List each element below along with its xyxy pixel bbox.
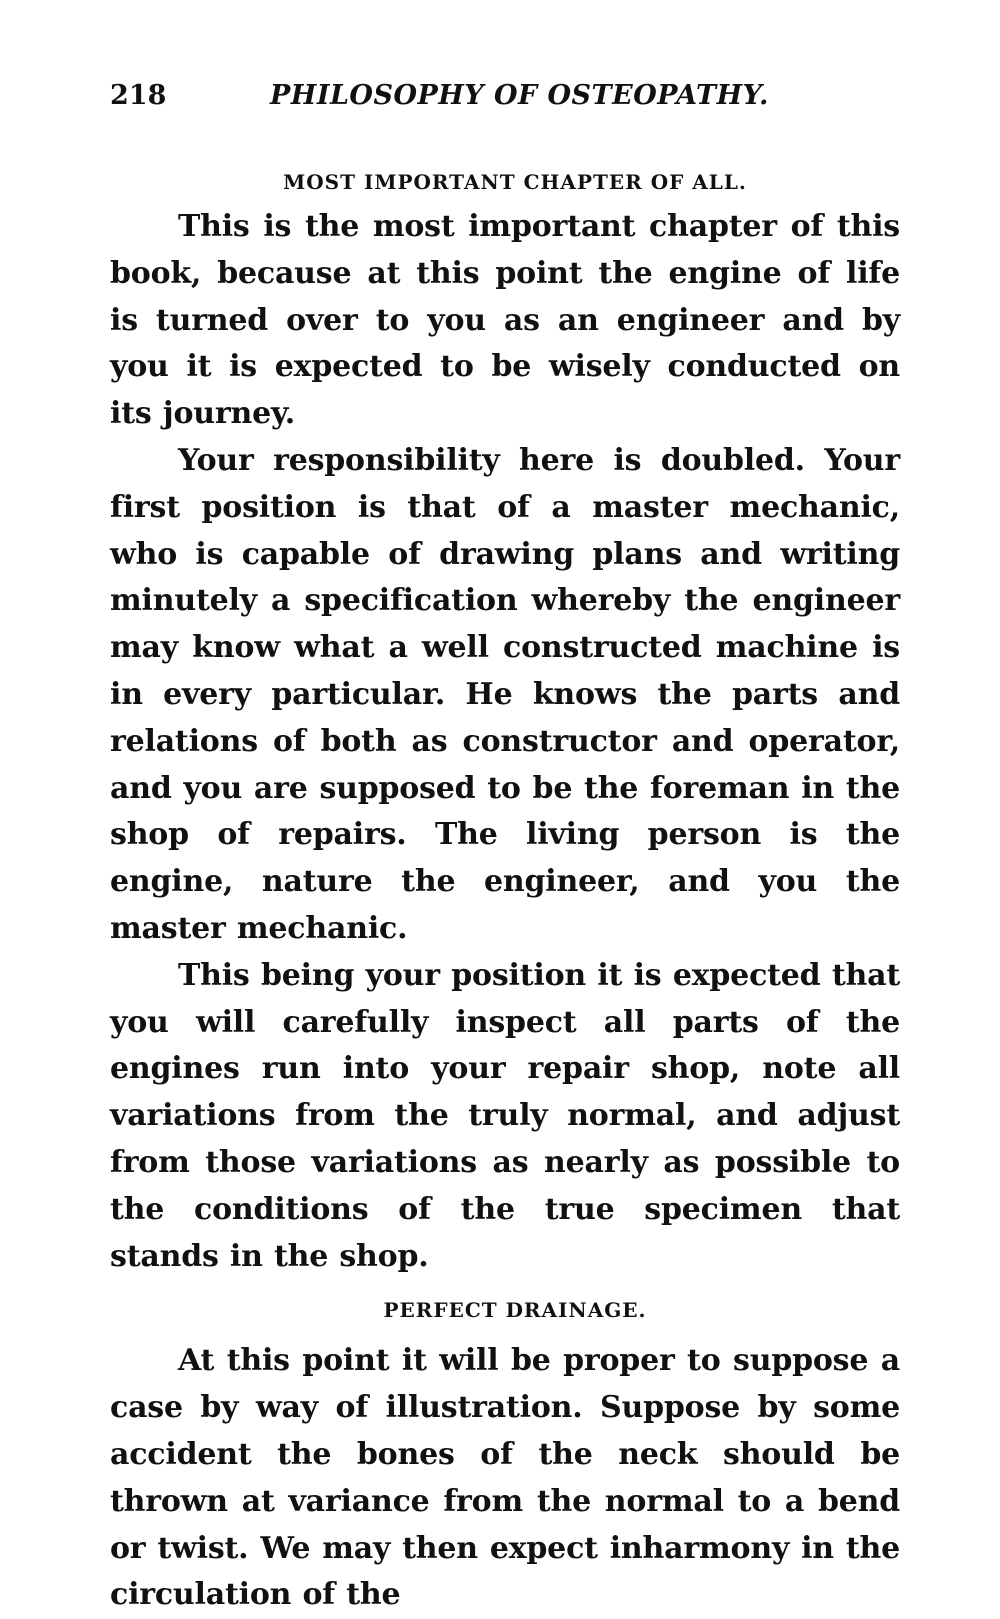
paragraph-responsibility-doubled: Your responsibility here is doubled. Your first position is that of a master mechanic, who is capable of drawing plans and writing minutely a specification whereby the engineer may know what a well constructed machine is in every particular. He knows the parts and relations of both as constructor and operator, and you are supposed to be the foreman in the shop of repairs. The living person is the engine, nature the engineer, and you the master mechanic. xyxy=(110,442,900,946)
paragraph-illustration-case: At this point it will be proper to suppose a case by way of illustration. Suppose by some accident the bones of the neck should be thrown at variance from the normal to a bend or twist. We may then expect inharmony in the circulation of the xyxy=(110,1343,900,1613)
paragraph-your-position: This being your position it is expected that you will carefully inspect all parts of the engines run into your repair shop, note all variations from the truly normal, and adjust from those variations as nearly as possible to the conditions of the true specimen that stands in the shop. xyxy=(110,957,900,1274)
paragraph-most-important-chapter: This is the most important chapter of this book, because at this point the engine of life is turned over to you as an engineer and by you it is expected to be wisely conducted on its journey. xyxy=(110,209,900,432)
page-number: 218 xyxy=(110,80,167,111)
book-title: PHILOSOPHY OF OSTEOPATHY. xyxy=(270,80,769,111)
book-page xyxy=(110,80,900,1619)
section-heading-perfect-drainage: PERFECT DRAINAGE. xyxy=(383,1298,647,1323)
running-head xyxy=(110,80,900,140)
section-heading-most-important-chapter: MOST IMPORTANT CHAPTER OF ALL. xyxy=(283,170,747,194)
